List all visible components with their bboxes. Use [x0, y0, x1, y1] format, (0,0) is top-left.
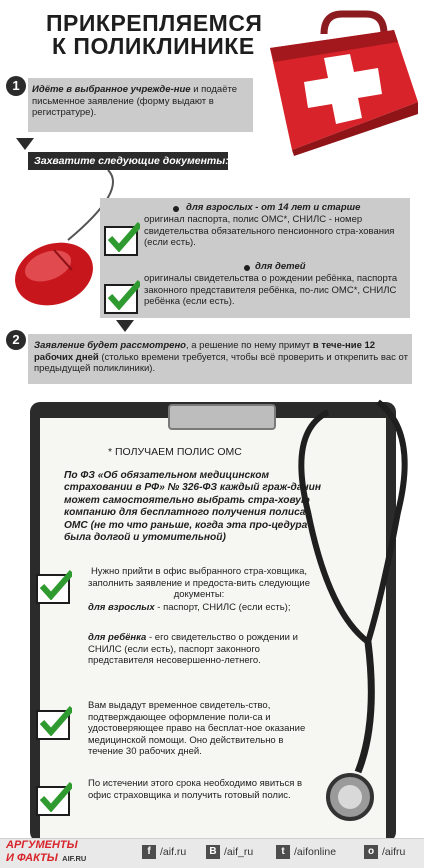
social-ok[interactable]: о /aifru — [364, 838, 405, 866]
oms-item1-adults: для взрослых - паспорт, СНИЛС (если есть); — [88, 602, 291, 613]
step2-text: Заявление будет рассмотрено, а решение по нему примут в тече-ние 12 рабочих дней (столько времени требуется, чтобы всё проверить и открепить вас от предыдущей поликлиники). — [34, 340, 408, 374]
social-twitter[interactable]: t /aifonline — [276, 838, 336, 866]
oms-intro: По ФЗ «Об обязательном медицинском страховании в РФ» № 326-ФЗ каждый граж-данин может самостоятельно выбрать стра-ховую компанию для бесплатного получения полиса ОМС (не то что раньше, когда эта про-цедура была долгой и утомительной) — [64, 470, 322, 544]
documents-banner-text: Захватите следующие документы: — [34, 155, 229, 167]
arrow-down-icon — [116, 320, 134, 332]
checkbox-adults — [104, 226, 138, 256]
oms-item1: Нужно прийти в офис выбранного стра-ховщика, заполнить заявление и предоста-вить следующие документы: — [88, 566, 311, 600]
children-text: оригиналы свидетельства о рождении ребёнка, паспорта законного представителя ребёнка, по-лис ОМС*, СНИЛС ребёнка (если есть). — [144, 273, 398, 307]
adults-text: оригинал паспорта, полис ОМС*, СНИЛС - номер свидетельства обязательного пенсионного стра-хования (если есть). — [144, 214, 395, 248]
oms-item2: Вам выдадут временное свидетель-ство, подтверждающее оформление поли-са и удостоверяющее право на бесплат-ное оказание медицинской помощи. Оно действительно в течение 30 рабочих дней. — [88, 700, 306, 757]
aif-logo[interactable]: АРГУМЕНТЫ И ФАКТЫ AIF.RU — [6, 839, 87, 864]
check-mark-icon — [38, 782, 72, 812]
check-mark-icon — [106, 280, 140, 310]
facebook-icon: f — [142, 845, 156, 859]
bullet-icon — [244, 265, 250, 271]
social-facebook[interactable]: f /aif.ru — [142, 838, 186, 866]
social-vk[interactable]: В /aif_ru — [206, 838, 253, 866]
oms-item1-children: для ребёнка - его свидетельство о рождении и СНИЛС (если есть), паспорт законного представителя несовершенно-летнего. — [88, 632, 298, 666]
check-mark-icon — [106, 222, 140, 252]
check-mark-icon — [38, 570, 72, 600]
adults-heading: для взрослых - от 14 лет и старше — [186, 202, 361, 213]
children-heading: для детей — [255, 261, 306, 272]
step1-number: 1 — [6, 76, 26, 96]
step2-number: 2 — [6, 330, 26, 350]
clipboard-clip — [168, 404, 276, 430]
check-mark-icon — [38, 706, 72, 736]
bullet-icon — [173, 206, 179, 212]
checkbox-oms-2 — [36, 710, 70, 740]
page-title: ПРИКРЕПЛЯЕМСЯ К ПОЛИКЛИНИКЕ — [46, 10, 263, 59]
odnoklassniki-icon: о — [364, 845, 378, 859]
oms-heading: * ПОЛУЧАЕМ ПОЛИС ОМС — [108, 446, 242, 458]
twitter-icon: t — [276, 845, 290, 859]
checkbox-oms-3 — [36, 786, 70, 816]
first-aid-kit-icon — [262, 6, 420, 156]
vk-icon: В — [206, 845, 220, 859]
checkbox-oms-1 — [36, 574, 70, 604]
step1-text: Идёте в выбранное учрежде-ние и подаёте письменное заявление (форму выдают в регистратуре). — [32, 84, 238, 118]
oms-item3: По истечении этого срока необходимо явиться в офис страховщика и получить готовый полис. — [88, 778, 303, 801]
arrow-down-icon — [16, 138, 34, 150]
checkbox-children — [104, 284, 138, 314]
